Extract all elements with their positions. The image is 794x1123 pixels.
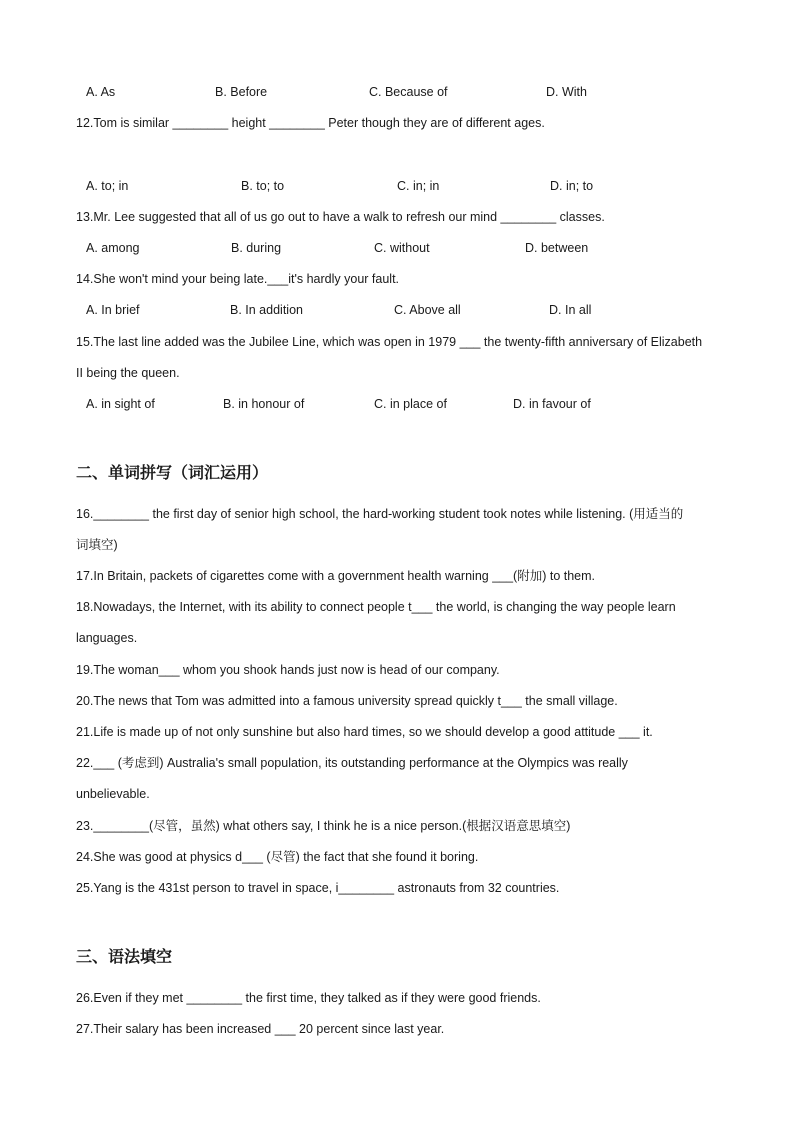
question-17: 17.In Britain, packets of cigarettes come with a government health warning ___(附加) to them. bbox=[76, 569, 596, 583]
q14-option-d[interactable]: D. In all bbox=[549, 303, 592, 317]
question-16-line-1: 16.________ the first day of senior high school, the hard-working student took notes while listening. (用适当的 bbox=[76, 507, 684, 521]
question-22-line-2: unbelievable. bbox=[76, 787, 150, 801]
q15-option-c[interactable]: C. in place of bbox=[374, 397, 447, 411]
question-24: 24.She was good at physics d___ (尽管) the fact that she found it boring. bbox=[76, 850, 479, 864]
question-21: 21.Life is made up of not only sunshine but also hard times, so we should develop a good attitude ___ it. bbox=[76, 725, 653, 739]
q15-option-a[interactable]: A. in sight of bbox=[86, 397, 155, 411]
q12-option-c[interactable]: C. in; in bbox=[397, 179, 440, 193]
q12-options bbox=[86, 178, 726, 194]
q15-options bbox=[86, 396, 726, 412]
question-16-line-2: 词填空) bbox=[76, 538, 118, 552]
q11-option-a[interactable]: A. As bbox=[86, 85, 116, 99]
question-20: 20.The news that Tom was admitted into a famous university spread quickly t___ the small village. bbox=[76, 694, 618, 708]
question-12: 12.Tom is similar ________ height ________ Peter though they are of different ages. bbox=[76, 116, 545, 130]
q15-option-b[interactable]: B. in honour of bbox=[223, 397, 305, 411]
q11-options bbox=[86, 84, 726, 100]
question-18-line-1: 18.Nowadays, the Internet, with its ability to connect people t___ the world, is changing the way people learn bbox=[76, 600, 676, 614]
q12-option-d[interactable]: D. in; to bbox=[550, 179, 594, 193]
question-22-line-1: 22.___ (考虑到) Australia's small population, its outstanding performance at the Olympics was really bbox=[76, 756, 628, 770]
q15-option-d[interactable]: D. in favour of bbox=[513, 397, 591, 411]
q13-options bbox=[86, 240, 726, 256]
section-3-title: 三、语法填空 bbox=[76, 947, 173, 966]
question-18-line-2: languages. bbox=[76, 631, 138, 645]
q13-option-d[interactable]: D. between bbox=[525, 241, 589, 255]
question-15-line-2: II being the queen. bbox=[76, 366, 180, 380]
question-27: 27.Their salary has been increased ___ 20 percent since last year. bbox=[76, 1022, 445, 1036]
question-13: 13.Mr. Lee suggested that all of us go out to have a walk to refresh our mind ________ classes. bbox=[76, 210, 605, 224]
question-14: 14.She won't mind your being late.___it's hardly your fault. bbox=[76, 272, 400, 286]
question-23: 23.________(尽管，虽然) what others say, I think he is a nice person.(根据汉语意思填空) bbox=[76, 819, 571, 833]
question-15-line-1: 15.The last line added was the Jubilee Line, which was open in 1979 ___ the twenty-fifth anniversary of Elizabeth bbox=[76, 335, 703, 349]
q13-option-c[interactable]: C. without bbox=[374, 241, 430, 255]
q11-option-c[interactable]: C. Because of bbox=[369, 85, 448, 99]
q14-option-c[interactable]: C. Above all bbox=[394, 303, 461, 317]
question-25: 25.Yang is the 431st person to travel in space, i________ astronauts from 32 countries. bbox=[76, 881, 560, 895]
q12-option-b[interactable]: B. to; to bbox=[241, 179, 285, 193]
q14-options bbox=[86, 302, 726, 318]
q12-option-a[interactable]: A. to; in bbox=[86, 179, 129, 193]
question-26: 26.Even if they met ________ the first time, they talked as if they were good friends. bbox=[76, 991, 541, 1005]
q13-option-a[interactable]: A. among bbox=[86, 241, 140, 255]
q11-option-d[interactable]: D. With bbox=[546, 85, 587, 99]
q11-option-b[interactable]: B. Before bbox=[215, 85, 268, 99]
q13-option-b[interactable]: B. during bbox=[231, 241, 282, 255]
q14-option-a[interactable]: A. In brief bbox=[86, 303, 140, 317]
q14-option-b[interactable]: B. In addition bbox=[230, 303, 303, 317]
question-19: 19.The woman___ whom you shook hands just now is head of our company. bbox=[76, 663, 500, 677]
section-2-title: 二、单词拼写（词汇运用） bbox=[76, 463, 269, 482]
